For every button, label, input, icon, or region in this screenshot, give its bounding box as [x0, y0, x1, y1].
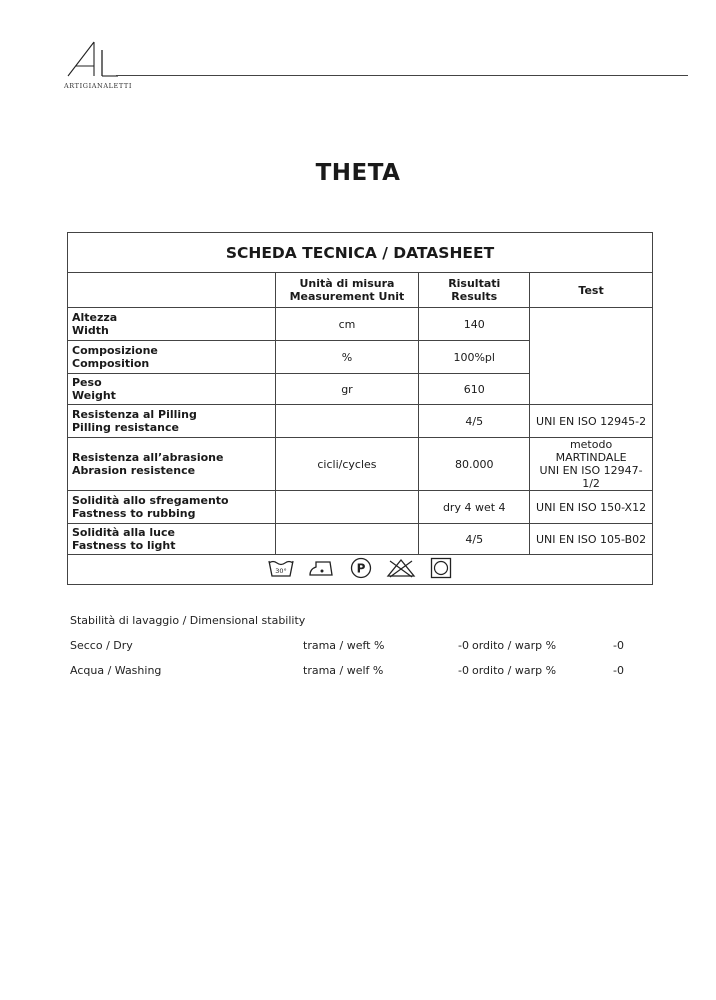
- property-name-it: Composizione: [72, 344, 158, 357]
- datasheet-header: SCHEDA TECNICA / DATASHEET: [68, 233, 653, 273]
- unit-cell: [275, 524, 419, 555]
- stability-title: Stabilità di lavaggio / Dimensional stability: [70, 614, 306, 627]
- warp-value: -0: [613, 639, 624, 652]
- warp-value: -0: [613, 664, 624, 677]
- result-cell: dry 4 wet 4: [419, 491, 530, 524]
- test-method: metodo MARTINDALE: [555, 438, 627, 464]
- stability-label: Acqua / Washing: [70, 664, 162, 677]
- property-cell: [68, 374, 276, 405]
- column-header-unit-en: Measurement Unit: [289, 290, 405, 303]
- property-cell: [68, 405, 276, 438]
- unit-cell: cicli/cycles: [275, 438, 419, 491]
- table-row: [68, 491, 653, 524]
- property-name-en: Abrasion resistence: [72, 464, 196, 477]
- property-cell: [68, 308, 276, 341]
- property-name-en: Pilling resistance: [72, 421, 179, 434]
- weft-label: trama / welf %: [303, 664, 384, 677]
- weft-value: -0: [458, 639, 469, 652]
- test-cell: UNI EN ISO 105-B02: [530, 524, 653, 555]
- property-name-en: Width: [72, 324, 109, 337]
- page-title: THETA: [315, 160, 401, 186]
- unit-cell: %: [275, 341, 419, 374]
- property-name-it: Resistenza all’abrasione: [72, 451, 224, 464]
- column-header-row: [68, 273, 653, 308]
- wash-temp: 30°: [275, 567, 287, 575]
- property-cell: [68, 524, 276, 555]
- property-cell: [68, 438, 276, 491]
- result-cell: 80.000: [419, 438, 530, 491]
- property-name-en: Fastness to light: [72, 539, 176, 552]
- property-cell: [68, 341, 276, 374]
- result-cell: 4/5: [419, 524, 530, 555]
- svg-text:P: P: [356, 561, 366, 576]
- table-row: [68, 438, 653, 491]
- column-header-property: [68, 273, 276, 308]
- care-symbols-row: [68, 555, 653, 585]
- weft-value: -0: [458, 664, 469, 677]
- table-row: [68, 405, 653, 438]
- result-cell: 4/5: [419, 405, 530, 438]
- result-cell: 610: [419, 374, 530, 405]
- dry-clean-p-icon: [350, 557, 372, 582]
- unit-cell: [275, 491, 419, 524]
- property-name-en: Weight: [72, 389, 116, 402]
- datasheet-table: [67, 232, 653, 585]
- care-symbols-cell: [68, 555, 653, 585]
- test-cell: UNI EN ISO 150-X12: [530, 491, 653, 524]
- column-header-test: Test: [530, 273, 653, 308]
- property-name-it: Peso: [72, 376, 102, 389]
- test-cell: [530, 438, 653, 491]
- wash-30-icon: [268, 558, 294, 581]
- property-cell: [68, 491, 276, 524]
- iron-low-icon: [308, 559, 336, 580]
- weft-label: trama / weft %: [303, 639, 385, 652]
- column-header-results-it: Risultati: [448, 277, 501, 290]
- property-name-en: Fastness to rubbing: [72, 507, 196, 520]
- warp-label: ordito / warp %: [472, 639, 557, 652]
- stability-label: Secco / Dry: [70, 639, 133, 652]
- tumble-dry-icon: [430, 557, 452, 582]
- test-standard: UNI EN ISO 12947-1/2: [539, 464, 643, 490]
- property-name-it: Solidità alla luce: [72, 526, 175, 539]
- test-cell: UNI EN ISO 12945-2: [530, 405, 653, 438]
- header-rule: [116, 75, 688, 76]
- property-name-en: Composition: [72, 357, 150, 370]
- property-name-it: Altezza: [72, 311, 118, 324]
- column-header-unit-it: Unità di misura: [299, 277, 395, 290]
- column-header-unit: [275, 273, 419, 308]
- unit-cell: [275, 405, 419, 438]
- warp-label: ordito / warp %: [472, 664, 557, 677]
- test-cell-empty: [530, 308, 653, 405]
- brand-logo-caption: ARTIGIANALETTI: [64, 82, 133, 90]
- care-symbols: [268, 557, 452, 582]
- result-cell: 100%pl: [419, 341, 530, 374]
- table-row: [68, 308, 653, 341]
- property-name-it: Solidità allo sfregamento: [72, 494, 229, 507]
- property-name-it: Resistenza al Pilling: [72, 408, 197, 421]
- unit-cell: gr: [275, 374, 419, 405]
- result-cell: 140: [419, 308, 530, 341]
- table-row: [68, 524, 653, 555]
- unit-cell: cm: [275, 308, 419, 341]
- no-bleach-icon: [386, 558, 416, 581]
- column-header-results: [419, 273, 530, 308]
- column-header-results-en: Results: [451, 290, 498, 303]
